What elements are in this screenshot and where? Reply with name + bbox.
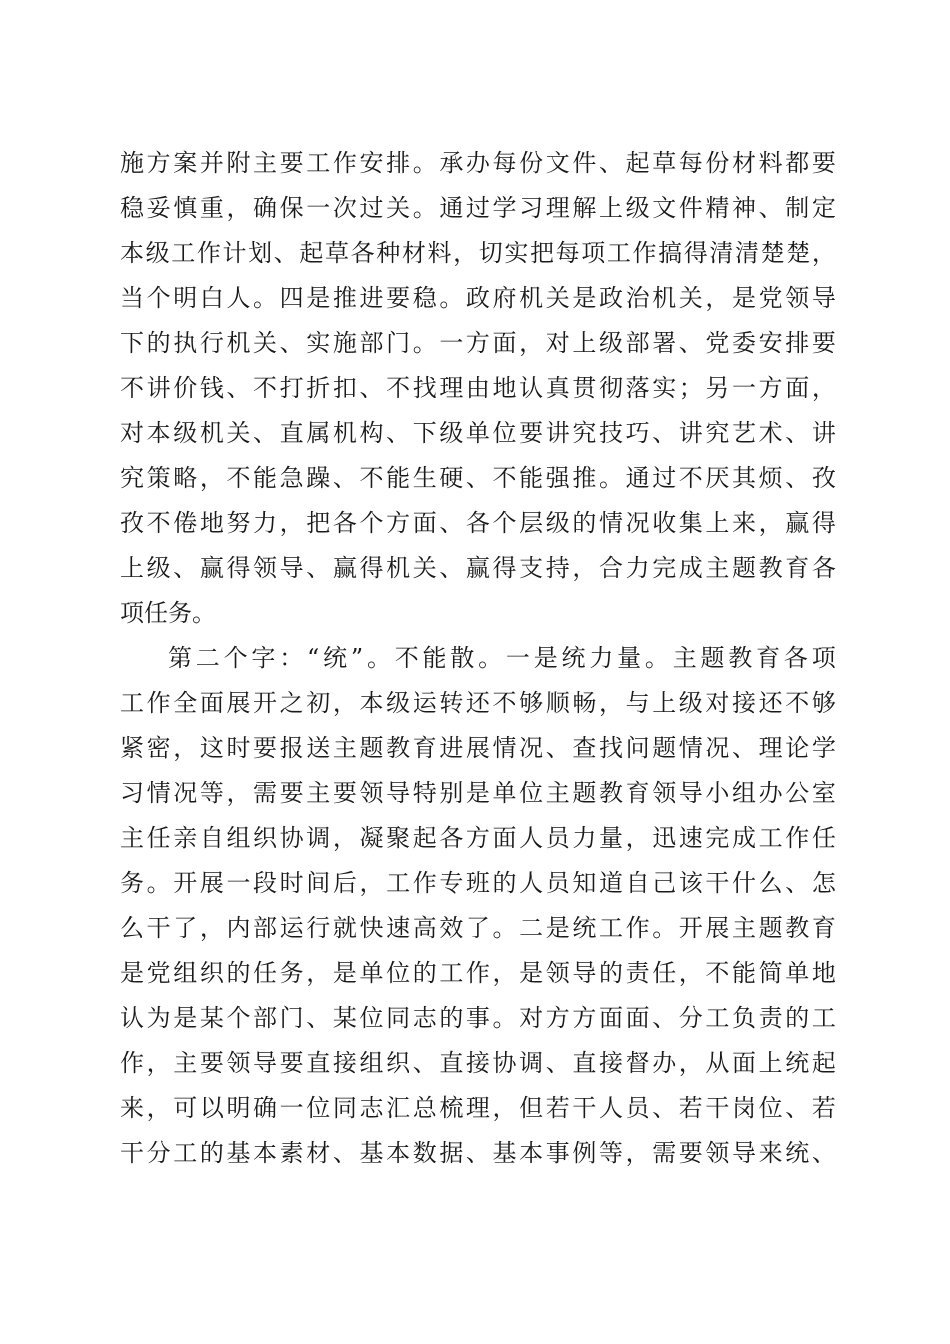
text-line: 么 干 了 ， 内 部 运 行 就 快 速 高 效 了 。 二 是 统 工 作 。 开 展 主 题 教 育 [120, 914, 836, 942]
text-line: 当 个 明 白 人 。 四 是 推 进 要 稳 。 政 府 机 关 是 政 治 机 关 ， 是 党 领 导 [120, 284, 836, 312]
text-line: 来 ， 可 以 明 确 一 位 同 志 汇 总 梳 理 ， 但 若 干 人 员 、 若 干 岗 位 、 若 [120, 1094, 836, 1122]
text-line: 对 本 级 机 关 、 直 属 机 构 、 下 级 单 位 要 讲 究 技 巧 、 讲 究 艺 术 、 讲 [120, 419, 836, 447]
text-line: 究 策 略 ， 不 能 急 躁 、 不 能 生 硬 、 不 能 强 推 。 通 过 不 厌 其 烦 、 孜 [120, 464, 836, 492]
text-line: 孜 不 倦 地 努 力 ， 把 各 个 方 面 、 各 个 层 级 的 情 况 收 集 上 来 ， 赢 得 [120, 509, 836, 537]
text-line: 是 党 组 织 的 任 务 ， 是 单 位 的 工 作 ， 是 领 导 的 责 任 ， 不 能 简 单 地 [120, 959, 836, 987]
text-line: 作 ， 主 要 领 导 要 直 接 组 织 、 直 接 协 调 、 直 接 督 办 ， 从 面 上 统 起 [120, 1049, 836, 1077]
text-line: 紧 密 ， 这 时 要 报 送 主 题 教 育 进 展 情 况 、 查 找 问 题 情 况 、 理 论 学 [120, 734, 836, 762]
text-line: 习 情 况 等 ， 需 要 主 要 领 导 特 别 是 单 位 主 题 教 育 领 导 小 组 办 公 室 [120, 779, 836, 807]
text-line: 本 级 工 作 计 划 、 起 草 各 种 材 料 ， 切 实 把 每 项 工 作 搞 得 清 清 楚 楚 ， [120, 239, 836, 267]
paragraph-first-line: 第 二 个 字 ： “ 统 ” 。 不 能 散 。 一 是 统 力 量 。 主 题 教 育 各 项 [168, 644, 836, 672]
text-line: 认 为 是 某 个 部 门 、 某 位 同 志 的 事 。 对 方 方 面 面 、 分 工 负 责 的 工 [120, 1004, 836, 1032]
text-line: 务 。 开 展 一 段 时 间 后 ， 工 作 专 班 的 人 员 知 道 自 己 该 干 什 么 、 怎 [120, 869, 836, 897]
text-line: 施 方 案 并 附 主 要 工 作 安 排 。 承 办 每 份 文 件 、 起 草 每 份 材 料 都 要 [120, 149, 836, 177]
text-line: 项任务。 [120, 599, 216, 627]
text-line: 不 讲 价 钱 、 不 打 折 扣 、 不 找 理 由 地 认 真 贯 彻 落 实 ； 另 一 方 面 ， [120, 374, 836, 402]
text-line: 稳 妥 慎 重 ， 确 保 一 次 过 关 。 通 过 学 习 理 解 上 级 文 件 精 神 、 制 定 [120, 194, 836, 222]
text-line: 干 分 工 的 基 本 素 材 、 基 本 数 据 、 基 本 事 例 等 ， 需 要 领 导 来 统 、 [120, 1139, 836, 1167]
text-line: 主 任 亲 自 组 织 协 调 ， 凝 聚 起 各 方 面 人 员 力 量 ， 迅 速 完 成 工 作 任 [120, 824, 836, 852]
text-line: 工 作 全 面 展 开 之 初 ， 本 级 运 转 还 不 够 顺 畅 ， 与 上 级 对 接 还 不 够 [120, 689, 836, 717]
text-line: 下 的 执 行 机 关 、 实 施 部 门 。 一 方 面 ， 对 上 级 部 署 、 党 委 安 排 要 [120, 329, 836, 357]
text-line: 上 级 、 赢 得 领 导 、 赢 得 机 关 、 赢 得 支 持 ， 合 力 完 成 主 题 教 育 各 [120, 554, 836, 582]
